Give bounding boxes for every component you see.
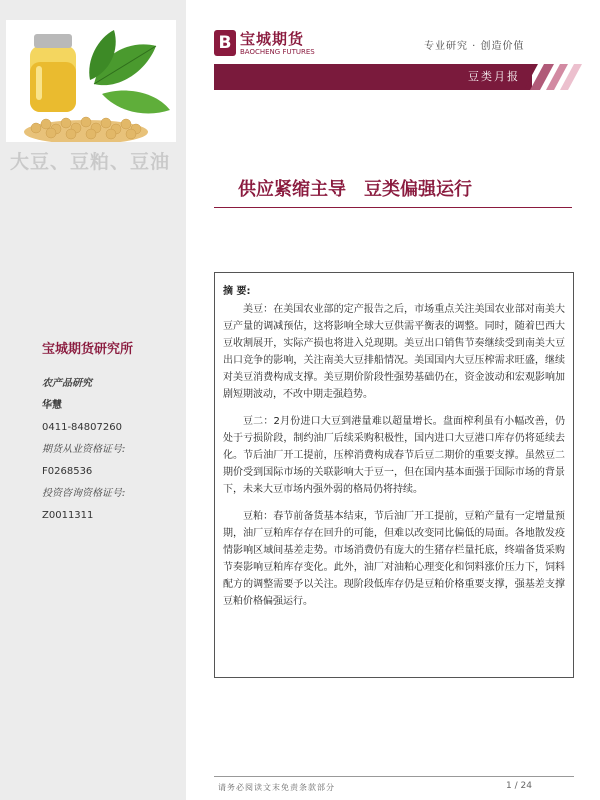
- footer-divider: [214, 776, 574, 777]
- footer-disclaimer: 请务必阅读文末免责条款部分: [218, 783, 335, 792]
- logo-chinese-name: 宝城期货: [240, 29, 305, 48]
- advisory-number: Z0011311: [42, 510, 94, 521]
- analyst-phone: 0411-84807260: [42, 422, 122, 433]
- analyst-name: 华慧: [42, 400, 62, 411]
- company-slogan: 专业研究 · 创造价值: [424, 41, 525, 52]
- logo-mark-icon: B: [214, 30, 236, 56]
- report-type-label: 豆类月报: [468, 70, 520, 83]
- abstract-paragraph-soybean-us: 美豆：在美国农业部的定产报告之后，市场重点关注美国农业部对南美大豆产量的调减预估，这将影响全球大豆供需平衡表的调整。同时，随着巴西大豆收割展开，实际产损也将进入兑现期。美豆出口销售节奏继续受到南美大豆出口竞争的影响，关注南美大豆排船情况。美国国内大豆压榨需求旺盛，继续对美豆消费构成支撑。美豆期价阶段性强势基础仍在，资金波动和宏观影响加剧短期波动，不改中期走强趋势。: [223, 304, 565, 400]
- abstract-paragraph-soymeal: 豆粕：春节前备货基本结束，节后油厂开工提前，豆粕产量有一定增量预期，油厂豆粕库存存在回升的可能，但难以改变同比偏低的局面。各地散发疫情影响区域间基差走势。市场消费仍有庞大的生猪存栏量托底，终端备货采购节奏影响豆粕库存变化。此外，油厂对油粕心理变化和饲料涨价压力下，饲料配方的调整需要予以关注。现阶段低库存仍是豆粕价格重要支撑，强基差支撑豆粕价格偏强运行。: [223, 511, 565, 607]
- qualification-label: 期货从业资格证号:: [42, 444, 126, 455]
- soybean-oil-product-image: [6, 20, 176, 142]
- company-logo: [214, 28, 315, 58]
- abstract-heading: 摘 要:: [223, 286, 251, 297]
- analyst-department: 农产品研究: [42, 378, 92, 389]
- title-divider: [214, 207, 572, 208]
- analyst-info: [42, 373, 182, 527]
- research-institute-name: 宝城期货研究所: [42, 342, 134, 357]
- qualification-number: F0268536: [42, 466, 93, 477]
- advisory-label: 投资咨询资格证号:: [42, 488, 126, 499]
- report-type-banner: [214, 64, 590, 90]
- logo-english-name: BAOCHENG FUTURES: [240, 47, 315, 56]
- page-number: 1 / 24: [506, 781, 532, 791]
- abstract-paragraph-soybean-no2: 豆二：2月份进口大豆到港量难以超量增长。盘面榨利虽有小幅改善，仍处于亏损阶段，制约油厂后续采购积极性，国内进口大豆港口库存仍将延续去化。节后油厂开工提前，压榨消费构成春节后豆二期价的重要支撑。虽然豆二期价受到国际市场的关联影响大于豆一，但在国内基本面强于国际市场的背景下，未来大豆市场内强外弱的格局仍将持续。: [223, 416, 565, 495]
- product-category-title: 大豆、豆粕、豆油: [10, 151, 171, 173]
- report-title: 供应紧缩主导 豆类偏强运行: [238, 179, 472, 200]
- sidebar: [0, 0, 186, 800]
- abstract-box: [214, 272, 574, 678]
- banner-stripes-icon: [514, 64, 590, 90]
